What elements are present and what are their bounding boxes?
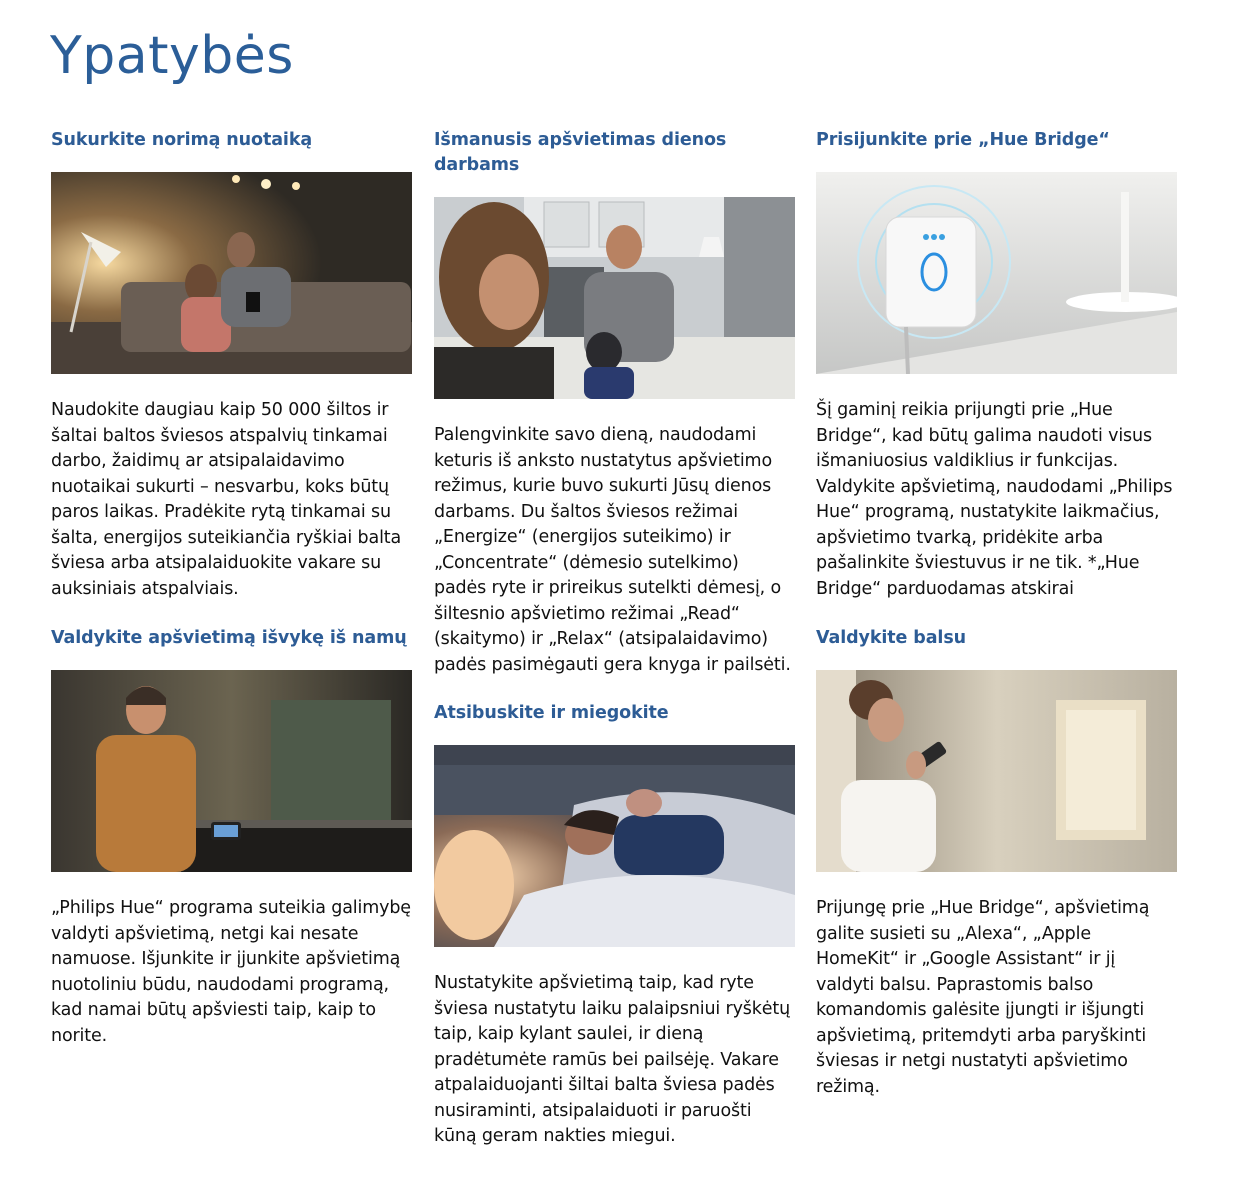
feature-remote-control: [51, 626, 413, 1049]
feature-heading: Valdykite balsu: [816, 628, 967, 648]
feature-heading: Valdykite apšvietimą išvykę iš namų: [51, 628, 407, 648]
feature-body: Prijungę prie „Hue Bridge“, apšvietimą galite susieti su „Alexa“, „Apple HomeKit“ ir „Google Assistant“ ir jį valdyti balsu. Paprastomis balso komandomis galėsite įjungti ir išjungti apšvietimą, pritemdyti arba paryškinti šviesas ir netgi nustatyti apšvietimo režimą.: [816, 898, 1150, 1097]
feature-daily-routines: [434, 128, 796, 678]
feature-create-mood: [51, 128, 413, 602]
sleeping-couple-photo: [434, 745, 795, 947]
woman-voice-control-photo: [816, 670, 1177, 872]
feature-body: „Philips Hue“ programa suteikia galimybę valdyti apšvietimą, netgi kai nesate namuose. Išjunkite ir įjunkite apšvietimą nuotoliniu būdu, naudodami programą, kad namai būtų apšviesti taip, kaip to norite.: [51, 898, 411, 1046]
family-in-kitchen-photo: [434, 197, 795, 399]
feature-voice-control: [816, 626, 1178, 1100]
feature-heading: Prisijunkite prie „Hue Bridge“: [816, 130, 1110, 150]
feature-body: Šį gaminį reikia prijungti prie „Hue Bridge“, kad būtų galima naudoti visus išmaniuosius valdiklius ir funkcijas. Valdykite apšvietimą, naudodami „Philips Hue“ programą, nustatykite laikmačius, apšvietimo tvarką, pridėkite arba pašalinkite šviestuvus ir ne tik. *„Hue Bridge“ parduodamas atskirai: [816, 400, 1173, 599]
features-column-1: [51, 128, 413, 1049]
man-with-smartphone-photo: [51, 670, 412, 872]
feature-heading: Atsibuskite ir miegokite: [434, 703, 669, 723]
feature-body: Palengvinkite savo dieną, naudodami keturis iš anksto nustatytus apšvietimo režimus, kurie buvo sukurti Jūsų dienos darbams. Du šaltos šviesos režimai „Energize“ (energijos suteikimo) ir „Concentrate“ (dėmesio sutelkimo) padės ryte ir prireikus sutelkti dėmesį, o šiltesnio apšvietimo režimai „Read“ (skaitymo) ir „Relax“ (atsipalaidavimo) padės pasimėgauti gera knyga ir pailsėti.: [434, 425, 791, 675]
couple-on-sofa-photo: [51, 172, 412, 374]
feature-body: Nustatykite apšvietimą taip, kad ryte šviesa nustatytu laiku palaipsniui ryškėtų taip, kaip kylant saulei, ir dieną pradėtumėte ramūs bei pailsėję. Vakare atpalaiduojanti šiltai balta šviesa padės nusiraminti, atsipalaiduoti ir paruošti kūną geram nakties miegui.: [434, 973, 791, 1146]
feature-heading: Išmanusis apšvietimas dienos darbams: [434, 130, 727, 175]
features-column-3: [816, 128, 1178, 1100]
feature-heading: Sukurkite norimą nuotaiką: [51, 130, 313, 150]
feature-hue-bridge: [816, 128, 1178, 602]
hue-bridge-device-photo: [816, 172, 1177, 374]
features-column-2: [434, 128, 796, 1150]
page-title: Ypatybės: [50, 26, 294, 86]
feature-body: Naudokite daugiau kaip 50 000 šiltos ir šaltai baltos šviesos atspalvių tinkamai darbo, žaidimų ar atsipalaidavimo nuotaikai sukurti – nesvarbu, koks būtų paros laikas. Pradėkite rytą tinkamai su šalta, energijos suteikiančia ryškiai balta šviesa arba atsipalaiduokite vakare su auksiniais atspalviais.: [51, 400, 402, 599]
feature-wake-and-sleep: [434, 701, 796, 1150]
